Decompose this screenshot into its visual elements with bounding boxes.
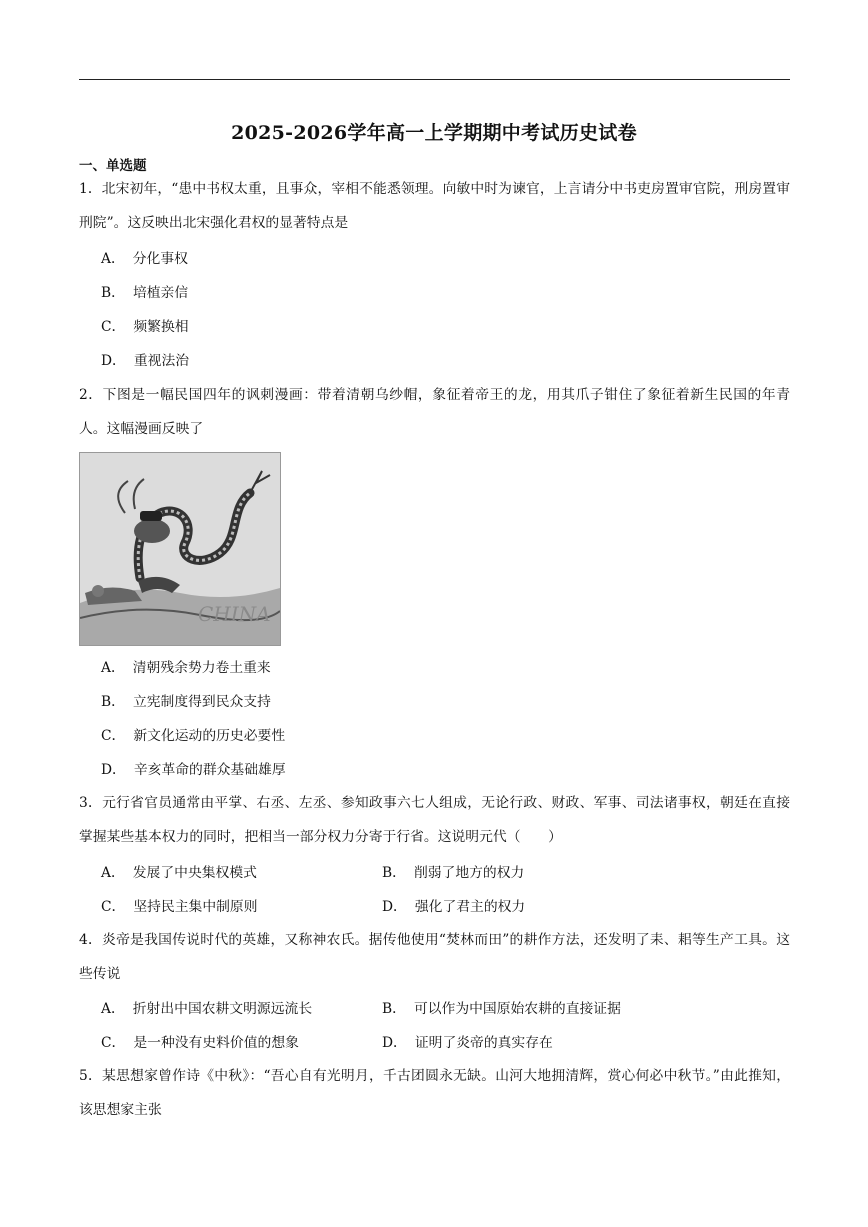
question-1-option-c[interactable] [101, 317, 189, 337]
page-title: 2025-2026学年高一上学期期中考试历史试卷 [231, 122, 637, 144]
cartoon-caption-china: CHINA [198, 602, 271, 626]
option-letter: C． [101, 1035, 126, 1051]
option-text: 培植亲信 [132, 285, 189, 301]
question-4-stem: 4．炎帝是我国传说时代的英雄，又称神农氏。据传他使用“焚林而田”的耕作方法，还发明了耒、耜等生产工具。这些传说 [79, 932, 790, 982]
question-1-option-b[interactable] [101, 283, 188, 303]
option-letter: D． [382, 899, 407, 915]
option-text: 重视法治 [133, 353, 190, 369]
option-text: 新文化运动的历史必要性 [133, 728, 286, 744]
option-text: 立宪制度得到民众支持 [132, 694, 271, 710]
option-text: 折射出中国农耕文明源远流长 [132, 1001, 313, 1017]
question-2-option-b[interactable] [101, 692, 271, 712]
option-text: 削弱了地方的权力 [413, 865, 525, 881]
satirical-cartoon-image [79, 452, 281, 646]
option-text: 清朝残余势力卷土重来 [132, 660, 271, 676]
question-3-option-b[interactable] [382, 863, 524, 883]
question-4-option-d[interactable] [382, 1033, 553, 1053]
option-letter: C． [101, 899, 126, 915]
question-3-stem: 3．元行省官员通常由平掌、右丞、左丞、参知政事六七人组成，无论行政、财政、军事、司法诸事权，朝廷在直接掌握某些基本权力的同时，把相当一部分权力分寄于行省。这说明元代（ ） [79, 795, 790, 845]
option-text: 辛亥革命的群众基础雄厚 [133, 762, 286, 778]
option-text: 频繁换相 [133, 319, 189, 335]
question-2-option-a[interactable] [101, 658, 271, 678]
question-3-option-d[interactable] [382, 897, 525, 917]
option-text: 分化事权 [132, 251, 188, 267]
question-2-option-d[interactable] [101, 760, 286, 780]
question-3-option-a[interactable] [101, 863, 257, 883]
option-letter: B． [382, 865, 406, 881]
option-letter: C． [101, 319, 126, 335]
option-letter: D． [101, 353, 126, 369]
option-letter: B． [101, 694, 125, 710]
question-4-option-b[interactable] [382, 999, 621, 1019]
question-5-stem: 5．某思想家曾作诗《中秋》：“吾心自有光明月，千古团圆永无缺。山河大地拥清辉，赏心何必中秋节。”由此推知，该思想家主张 [79, 1068, 790, 1118]
option-text: 坚持民主集中制原则 [133, 899, 258, 915]
section-heading: 一、单选题 [79, 158, 147, 174]
option-letter: B． [382, 1001, 406, 1017]
header-rule [79, 79, 790, 80]
option-text: 强化了君主的权力 [414, 899, 526, 915]
option-letter: A． [101, 865, 125, 881]
option-text: 发展了中央集权模式 [132, 865, 257, 881]
option-text: 可以作为中国原始农耕的直接证据 [413, 1001, 621, 1017]
question-2-stem: 2．下图是一幅民国四年的讽刺漫画：带着清朝乌纱帽，象征着帝王的龙，用其爪子钳住了象征着新生民国的年青人。这幅漫画反映了 [79, 387, 790, 437]
option-text: 是一种没有史料价值的想象 [133, 1035, 299, 1051]
option-letter: B． [101, 285, 125, 301]
question-4-option-a[interactable] [101, 999, 312, 1019]
question-4-option-c[interactable] [101, 1033, 299, 1053]
option-letter: D． [382, 1035, 407, 1051]
question-1-option-a[interactable] [101, 249, 188, 269]
option-letter: A． [101, 251, 125, 267]
option-letter: A． [101, 1001, 125, 1017]
option-text: 证明了炎帝的真实存在 [414, 1035, 553, 1051]
question-3-option-c[interactable] [101, 897, 258, 917]
question-1-option-d[interactable] [101, 351, 189, 371]
question-2-option-c[interactable] [101, 726, 285, 746]
option-letter: A． [101, 660, 125, 676]
question-1-stem: 1．北宋初年，“患中书权太重，且事众，宰相不能悉领理。向敏中时为谏官，上言请分中书吏房置审官院，刑房置审刑院”。这反映出北宋强化君权的显著特点是 [79, 181, 790, 231]
dragon-cartoon-illustration [80, 453, 280, 645]
option-letter: D． [101, 762, 126, 778]
option-letter: C． [101, 728, 126, 744]
